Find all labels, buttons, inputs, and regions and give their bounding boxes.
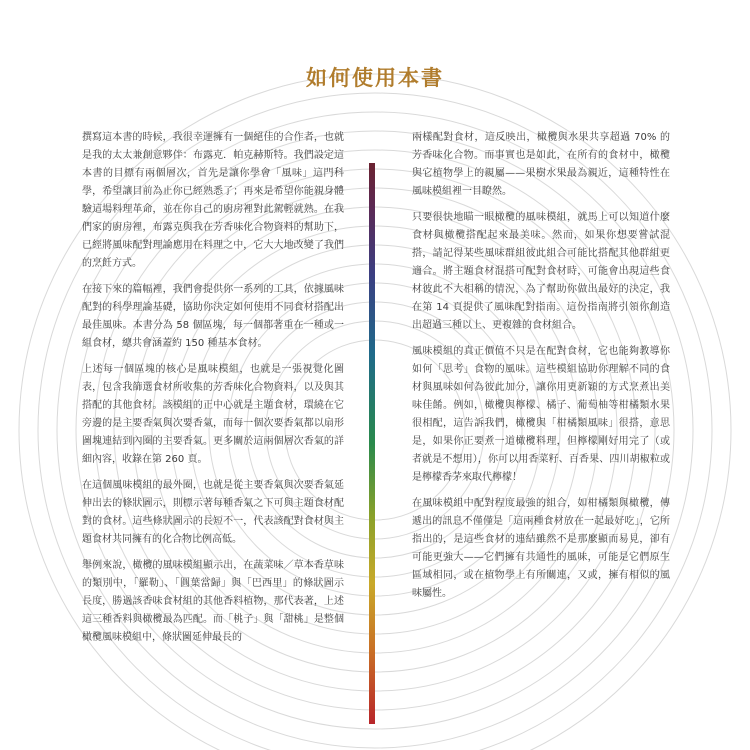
paragraph: 在風味模組中配對程度最強的組合，如柑橘類與橄欖，傳遞出的訊息不僅僅是「這兩種食材放在一起最好吃」，它所指出的，是這些食材的連結雖然不是那麼顯而易見，卻有可能更強大——它們擁有共通性的風味，可能是它們原生區域相同，或在植物學上有所關連，又或，擁有相似的風味屬性。: [412, 498, 670, 599]
paragraph: 舉例來說，橄欖的風味模組顯示出，在蔬菜味／草本香草味的類別中，「羅勒」、「圓葉當歸」與「巴西里」的條狀圖示長度，勝過該香味食材組的其他香料植物，那代表著，上述這三種香料與橄欖最為匹配。而「桃子」與「甜桃」是整個橄欖風味模組中，條狀圖延伸最長的: [82, 560, 344, 643]
left-text-column: [82, 129, 344, 655]
paragraph: 兩樣配對食材，這反映出，橄欖與水果共享超過 70% 的芳香味化合物。而事實也是如此，在所有的食材中，橄欖與它植物學上的親屬——果樹水果最為親近，這種特性在風味模組裡一目瞭然。: [412, 132, 670, 197]
paragraph: 撰寫這本書的時候，我很幸運擁有一個絕佳的合作者，也就是我的太太兼創意夥伴：布露克．帕克赫斯特。我們設定這本書的目標有兩個層次，首先是讓你學會「風味」這門科學，希望讓目前為止你已經熟悉了；再來是希望你能親身體驗這場料理革命，並在你自己的廚房裡對此駕輕就熟。在我們家的廚房裡，布露克與我在芳香味化合物資料的幫助下，已經將風味配對理論應用在料理之中，它大大地改變了我們的烹飪方式。: [82, 132, 344, 269]
gradient-divider-bar: [369, 163, 375, 724]
paragraph: 上述每一個區塊的核心是風味模組，也就是一張視覺化圖表，包含我篩選食材所收集的芳香味化合物資料，以及與其搭配的其他食材。該模組的正中心就是主題食材，環繞在它旁邊的是主要香氣與次要香氣，而每一個次要香氣都以扇形圖塊連結到內圈的主要香氣。更多關於這兩個層次香氣的詳細內容，收錄在第 260 頁。: [82, 364, 344, 465]
paragraph: 只要很快地瞄一眼橄欖的風味模組，就馬上可以知道什麼食材與橄欖搭配起來最美味。然而，如果你想要嘗試混搭，請記得某些風味群組彼此組合可能比搭配其他群組更適合。將主題食材混搭可配對食材時，可能會出現這些食材彼此不大相稱的情況，為了幫助你做出最好的決定，我在第 14 頁提供了風味配對指南。這份指南將引領你創造出超過三種以上、更複雜的食材組合。: [412, 212, 670, 331]
right-text-column: [412, 129, 670, 611]
paragraph: 在這個風味模組的最外圈，也就是從主要香氣與次要香氣延伸出去的條狀圖示，則標示著每種香氣之下可與主題食材配對的食材。這些條狀圖示的長短不一，代表該配對食材與主題食材共同擁有的化合物比例高低。: [82, 480, 344, 545]
page-title: 如何使用本書: [306, 66, 444, 90]
paragraph: 風味模組的真正價值不只是在配對食材，它也能夠教導你如何「思考」食物的風味。這些模組協助你理解不同的食材與風味如何為彼此加分，讓你用更新穎的方式烹煮出美味佳餚。例如，橄欖與檸檬、橘子、葡萄柚等柑橘類水果很相配，這告訴我們，橄欖與「柑橘類風味」很搭，意思是，如果你正要煮一道橄欖料理，但檸檬剛好用完了（或者就是不想用），你可以用香菜籽、百香果、四川胡椒粒或是檸檬香茅來取代檸檬！: [412, 346, 670, 483]
paragraph: 在接下來的篇幅裡，我們會提供你一系列的工具，依據風味配對的科學理論基礎，協助你決定如何使用不同食材搭配出最佳風味。本書分為 58 個區塊，每一個都著重在一種或一組食材，總共會涵蓋約 150 種基本食材。: [82, 284, 344, 349]
